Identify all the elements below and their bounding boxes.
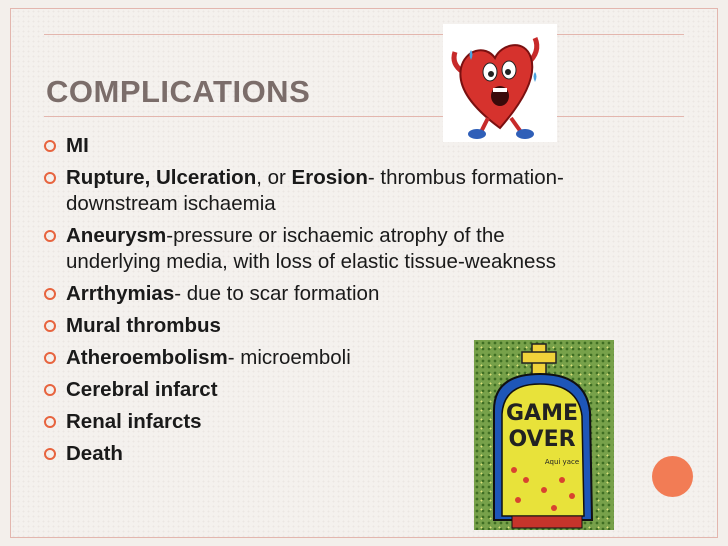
bullet-circle-icon <box>44 320 56 332</box>
bullet-term: Cerebral infarct <box>66 378 218 401</box>
svg-text:Aqui yace: Aqui yace <box>544 458 580 466</box>
tombstone-cartoon-image <box>474 340 614 530</box>
bullet-circle-icon <box>44 288 56 300</box>
bullet-item <box>44 281 604 307</box>
bullet-term: Arrthymias <box>66 282 175 305</box>
bullet-term: Aneurysm <box>66 224 167 247</box>
bullet-text: , or <box>256 166 292 189</box>
corner-decoration-circle <box>652 456 693 497</box>
bullet-term: Rupture, Ulceration <box>66 166 257 189</box>
bullet-text: - microemboli <box>227 346 351 369</box>
bullet-circle-icon <box>44 172 56 184</box>
bullet-text: - thrombus formation-downstream ischaemia <box>66 166 564 215</box>
bullet-term: Atheroembolism <box>66 346 228 369</box>
bullet-text: -pressure or ischaemic atrophy of the underlying media, with loss of elastic tissue-weakness <box>66 224 556 273</box>
bullet-circle-icon <box>44 448 56 460</box>
bullet-circle-icon <box>44 384 56 396</box>
bullet-circle-icon <box>44 352 56 364</box>
bullet-item <box>44 165 604 217</box>
scared-heart-cartoon-icon <box>443 24 557 142</box>
svg-text:GAME: GAME <box>505 401 579 426</box>
bullet-item <box>44 313 604 339</box>
svg-text:OVER: OVER <box>508 427 576 452</box>
bullet-term: Mural thrombus <box>66 314 221 337</box>
slide-title: COMPLICATIONS <box>46 74 311 109</box>
bullet-term: MI <box>66 134 89 157</box>
bullet-circle-icon <box>44 230 56 242</box>
game-over-tombstone-icon <box>474 340 614 530</box>
bullet-term: Renal infarcts <box>66 410 202 433</box>
bullet-term: Death <box>66 442 123 465</box>
heart-cartoon-image <box>443 24 557 142</box>
bullet-text: - due to scar formation <box>174 282 380 305</box>
bullet-circle-icon <box>44 416 56 428</box>
title-rule <box>44 116 684 117</box>
bullet-item <box>44 223 604 275</box>
top-rule <box>44 34 684 35</box>
bullet-term: Erosion <box>291 166 368 189</box>
bullet-circle-icon <box>44 140 56 152</box>
